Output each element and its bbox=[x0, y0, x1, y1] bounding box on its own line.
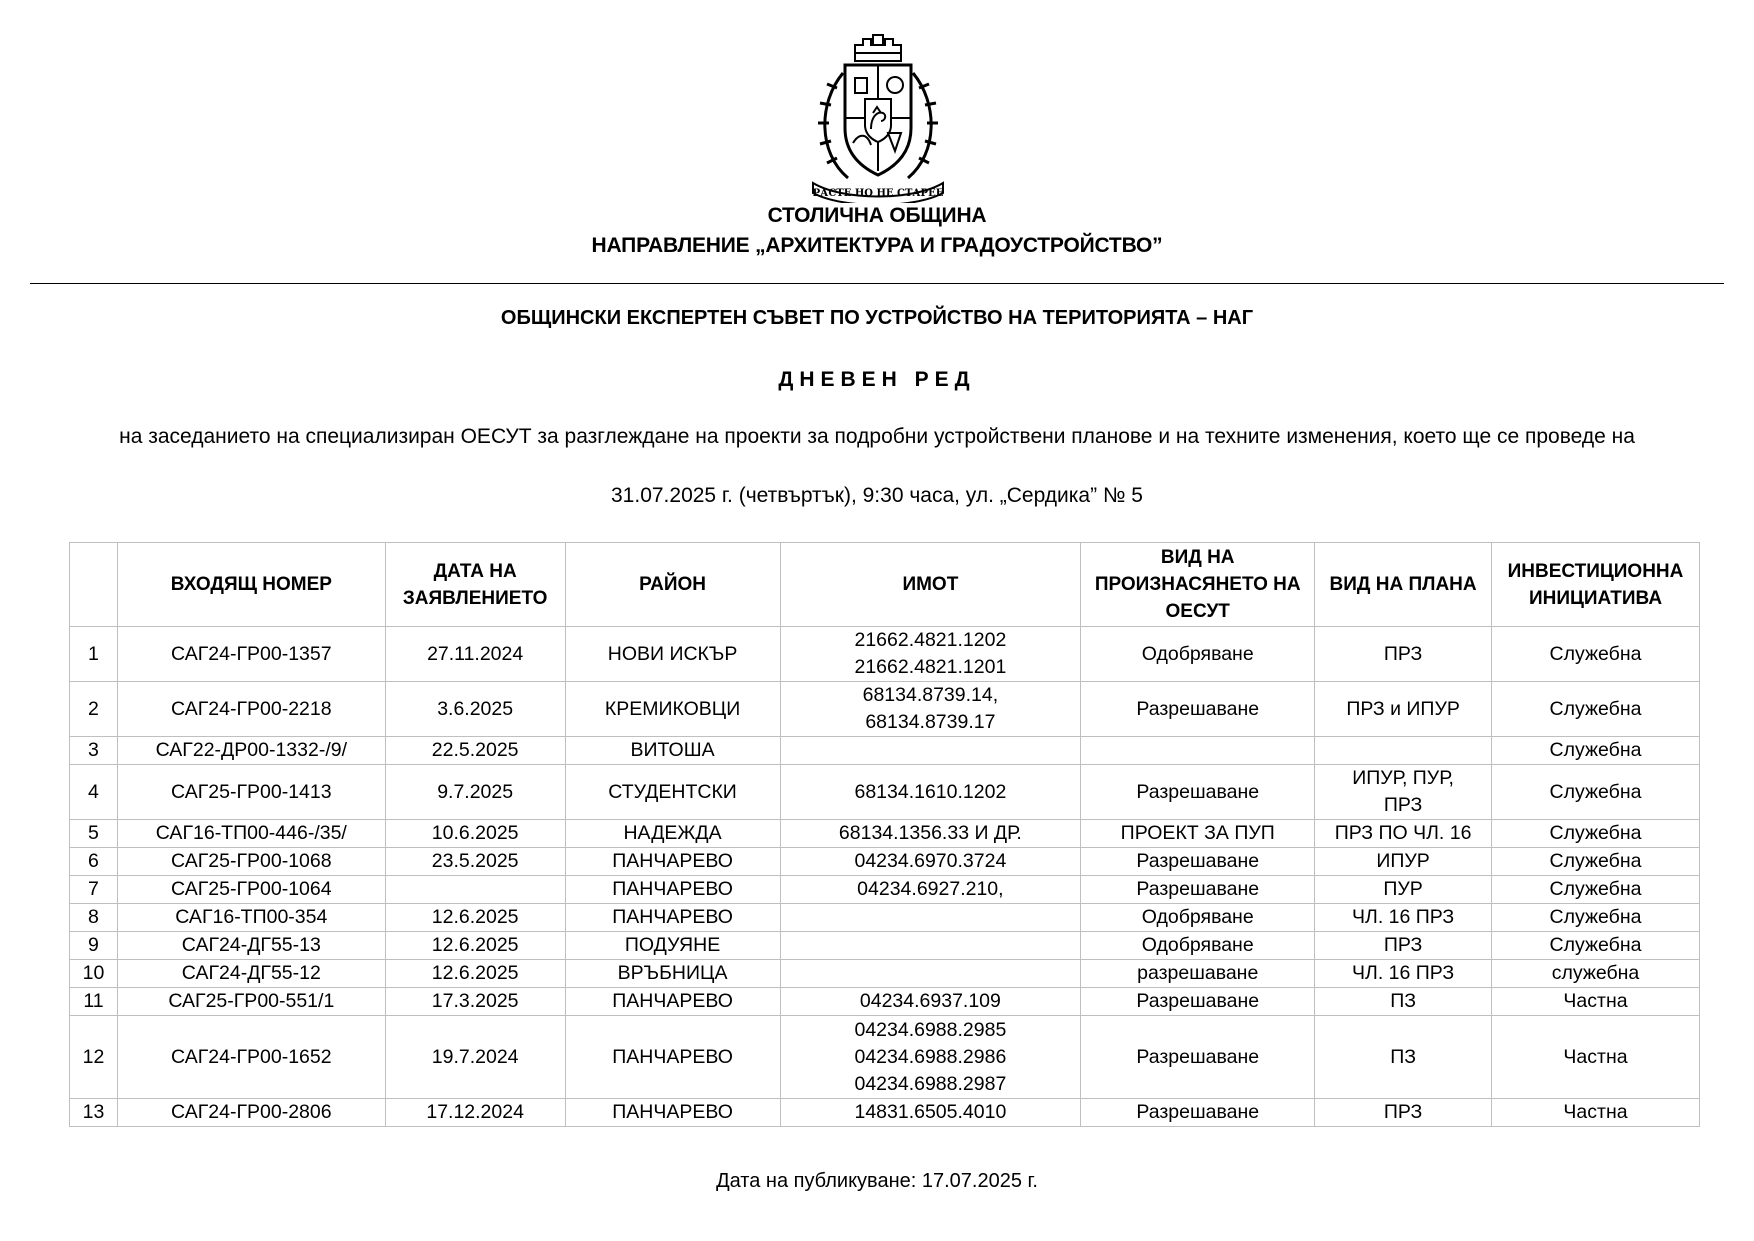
cell-decision-type: Разрешаване bbox=[1081, 1099, 1315, 1127]
cell-decision-type: Разрешаване bbox=[1081, 1016, 1315, 1099]
cell-number: 6 bbox=[70, 848, 118, 876]
table-header-row bbox=[70, 543, 1700, 627]
cell-reference: САГ16-ТП00-354 bbox=[117, 904, 385, 932]
cell-decision-type: Одобряване bbox=[1081, 932, 1315, 960]
cell-initiative: Служебна bbox=[1492, 820, 1700, 848]
cell-reference: САГ24-ГР00-1357 bbox=[117, 627, 385, 682]
header-decision-type: ВИД НА ПРОИЗНАСЯНЕТО НА ОЕСУТ bbox=[1081, 543, 1315, 627]
table-row bbox=[70, 737, 1700, 765]
cell-reference: САГ24-ДГ55-13 bbox=[117, 932, 385, 960]
cell-plan-type: ПРЗ bbox=[1315, 932, 1492, 960]
cell-district: ПАНЧАРЕВО bbox=[565, 1016, 780, 1099]
cell-property bbox=[780, 932, 1081, 960]
cell-reference: САГ25-ГР00-551/1 bbox=[117, 988, 385, 1016]
cell-property: 04234.6988.2985 04234.6988.2986 04234.6988.2987 bbox=[780, 1016, 1081, 1099]
cell-decision-type: Разрешаване bbox=[1081, 765, 1315, 820]
org-name: СТОЛИЧНА ОБЩИНА bbox=[767, 204, 987, 227]
header-initiative: ИНВЕСТИЦИОННА ИНИЦИАТИВА bbox=[1492, 543, 1700, 627]
cell-reference: САГ25-ГР00-1413 bbox=[117, 765, 385, 820]
cell-number: 8 bbox=[70, 904, 118, 932]
cell-number: 12 bbox=[70, 1016, 118, 1099]
cell-district: ПОДУЯНЕ bbox=[565, 932, 780, 960]
cell-plan-type: ИПУР, ПУР, ПРЗ bbox=[1315, 765, 1492, 820]
cell-decision-type bbox=[1081, 737, 1315, 765]
cell-decision-type: Разрешаване bbox=[1081, 848, 1315, 876]
table-row bbox=[70, 682, 1700, 737]
table-row bbox=[70, 1016, 1700, 1099]
cell-property bbox=[780, 960, 1081, 988]
cell-district: ПАНЧАРЕВО bbox=[565, 848, 780, 876]
cell-reference: САГ16-ТП00-446-/35/ bbox=[117, 820, 385, 848]
header-property: ИМОТ bbox=[780, 543, 1081, 627]
cell-property: 14831.6505.4010 bbox=[780, 1099, 1081, 1127]
cell-number: 1 bbox=[70, 627, 118, 682]
cell-application-date: 12.6.2025 bbox=[385, 932, 565, 960]
cell-district: ВИТОША bbox=[565, 737, 780, 765]
cell-initiative: Служебна bbox=[1492, 932, 1700, 960]
table-row bbox=[70, 960, 1700, 988]
cell-reference: САГ24-ГР00-2218 bbox=[117, 682, 385, 737]
cell-district: ПАНЧАРЕВО bbox=[565, 1099, 780, 1127]
cell-number: 7 bbox=[70, 876, 118, 904]
cell-district: КРЕМИКОВЦИ bbox=[565, 682, 780, 737]
header-district: РАЙОН bbox=[565, 543, 780, 627]
cell-number: 4 bbox=[70, 765, 118, 820]
cell-initiative: Частна bbox=[1492, 1016, 1700, 1099]
crest-motto: РАСТЕ НО НЕ СТАРЕЕ bbox=[812, 188, 944, 199]
cell-initiative: Служебна bbox=[1492, 765, 1700, 820]
cell-initiative: Служебна bbox=[1492, 848, 1700, 876]
cell-property: 68134.8739.14, 68134.8739.17 bbox=[780, 682, 1081, 737]
cell-plan-type: ПРЗ bbox=[1315, 627, 1492, 682]
cell-district: ПАНЧАРЕВО bbox=[565, 904, 780, 932]
cell-initiative: Частна bbox=[1492, 1099, 1700, 1127]
cell-decision-type: Разрешаване bbox=[1081, 988, 1315, 1016]
header-plan-type: ВИД НА ПЛАНА bbox=[1315, 543, 1492, 627]
table-row bbox=[70, 876, 1700, 904]
cell-property: 68134.1356.33 И ДР. bbox=[780, 820, 1081, 848]
meeting-details: 31.07.2025 г. (четвъртък), 9:30 часа, ул. „Сердика” № 5 bbox=[611, 484, 1143, 507]
cell-initiative: Служебна bbox=[1492, 627, 1700, 682]
department-name: НАПРАВЛЕНИЕ „АРХИТЕКТУРА И ГРАДОУСТРОЙСТВО” bbox=[591, 234, 1163, 257]
agenda-title: ДНЕВЕН РЕД bbox=[778, 368, 976, 391]
sofia-crest-logo bbox=[793, 33, 963, 203]
cell-number: 11 bbox=[70, 988, 118, 1016]
cell-plan-type: ЧЛ. 16 ПРЗ bbox=[1315, 904, 1492, 932]
cell-property bbox=[780, 737, 1081, 765]
publication-date: Дата на публикуване: 17.07.2025 г. bbox=[716, 1170, 1038, 1192]
cell-property: 21662.4821.1202 21662.4821.1201 bbox=[780, 627, 1081, 682]
cell-district: ПАНЧАРЕВО bbox=[565, 988, 780, 1016]
cell-number: 2 bbox=[70, 682, 118, 737]
cell-reference: САГ22-ДР00-1332-/9/ bbox=[117, 737, 385, 765]
cell-property bbox=[780, 904, 1081, 932]
intro-text: на заседанието на специализиран ОЕСУТ за разглеждане на проекти за подробни устройствени планове и на техните изменения, което ще се проведе на bbox=[119, 425, 1635, 448]
cell-application-date: 12.6.2025 bbox=[385, 960, 565, 988]
cell-reference: САГ24-ГР00-2806 bbox=[117, 1099, 385, 1127]
cell-decision-type: Одобряване bbox=[1081, 627, 1315, 682]
cell-decision-type: Одобряване bbox=[1081, 904, 1315, 932]
header-reference: ВХОДЯЩ НОМЕР bbox=[117, 543, 385, 627]
header-divider bbox=[30, 283, 1724, 284]
cell-plan-type: ПЗ bbox=[1315, 988, 1492, 1016]
cell-application-date: 27.11.2024 bbox=[385, 627, 565, 682]
cell-plan-type: ЧЛ. 16 ПРЗ bbox=[1315, 960, 1492, 988]
cell-plan-type: ПРЗ и ИПУР bbox=[1315, 682, 1492, 737]
cell-application-date: 22.5.2025 bbox=[385, 737, 565, 765]
cell-reference: САГ24-ДГ55-12 bbox=[117, 960, 385, 988]
cell-plan-type: ПЗ bbox=[1315, 1016, 1492, 1099]
council-title: ОБЩИНСКИ ЕКСПЕРТЕН СЪВЕТ ПО УСТРОЙСТВО НА ТЕРИТОРИЯТА – НАГ bbox=[500, 307, 1254, 329]
cell-application-date: 17.3.2025 bbox=[385, 988, 565, 1016]
cell-decision-type: Разрешаване bbox=[1081, 682, 1315, 737]
cell-reference: САГ24-ГР00-1652 bbox=[117, 1016, 385, 1099]
table-row bbox=[70, 904, 1700, 932]
cell-plan-type: ПУР bbox=[1315, 876, 1492, 904]
cell-plan-type: ИПУР bbox=[1315, 848, 1492, 876]
cell-application-date: 12.6.2025 bbox=[385, 904, 565, 932]
cell-district: ПАНЧАРЕВО bbox=[565, 876, 780, 904]
cell-application-date: 23.5.2025 bbox=[385, 848, 565, 876]
cell-district: НОВИ ИСКЪР bbox=[565, 627, 780, 682]
cell-reference: САГ25-ГР00-1064 bbox=[117, 876, 385, 904]
cell-initiative: служебна bbox=[1492, 960, 1700, 988]
cell-application-date bbox=[385, 876, 565, 904]
table-row bbox=[70, 988, 1700, 1016]
cell-district: СТУДЕНТСКИ bbox=[565, 765, 780, 820]
cell-initiative: Частна bbox=[1492, 988, 1700, 1016]
cell-number: 13 bbox=[70, 1099, 118, 1127]
cell-number: 3 bbox=[70, 737, 118, 765]
cell-plan-type bbox=[1315, 737, 1492, 765]
table-row bbox=[70, 932, 1700, 960]
table-row bbox=[70, 627, 1700, 682]
cell-plan-type: ПРЗ ПО ЧЛ. 16 bbox=[1315, 820, 1492, 848]
table-row bbox=[70, 848, 1700, 876]
header-number bbox=[70, 543, 118, 627]
cell-application-date: 3.6.2025 bbox=[385, 682, 565, 737]
header-application-date: ДАТА НА ЗАЯВЛЕНИЕТО bbox=[385, 543, 565, 627]
table-row bbox=[70, 1099, 1700, 1127]
cell-initiative: Служебна bbox=[1492, 904, 1700, 932]
cell-district: ВРЪБНИЦА bbox=[565, 960, 780, 988]
cell-decision-type: Разрешаване bbox=[1081, 876, 1315, 904]
table-row bbox=[70, 765, 1700, 820]
cell-number: 10 bbox=[70, 960, 118, 988]
cell-number: 9 bbox=[70, 932, 118, 960]
cell-application-date: 19.7.2024 bbox=[385, 1016, 565, 1099]
cell-property: 04234.6970.3724 bbox=[780, 848, 1081, 876]
cell-number: 5 bbox=[70, 820, 118, 848]
cell-initiative: Служебна bbox=[1492, 876, 1700, 904]
agenda-table bbox=[69, 542, 1700, 1127]
cell-property: 04234.6937.109 bbox=[780, 988, 1081, 1016]
cell-application-date: 9.7.2025 bbox=[385, 765, 565, 820]
cell-reference: САГ25-ГР00-1068 bbox=[117, 848, 385, 876]
cell-decision-type: разрешаване bbox=[1081, 960, 1315, 988]
cell-property: 68134.1610.1202 bbox=[780, 765, 1081, 820]
cell-initiative: Служебна bbox=[1492, 682, 1700, 737]
cell-property: 04234.6927.210, bbox=[780, 876, 1081, 904]
table-row bbox=[70, 820, 1700, 848]
cell-plan-type: ПРЗ bbox=[1315, 1099, 1492, 1127]
cell-application-date: 17.12.2024 bbox=[385, 1099, 565, 1127]
cell-decision-type: ПРОЕКТ ЗА ПУП bbox=[1081, 820, 1315, 848]
cell-initiative: Служебна bbox=[1492, 737, 1700, 765]
cell-application-date: 10.6.2025 bbox=[385, 820, 565, 848]
cell-district: НАДЕЖДА bbox=[565, 820, 780, 848]
